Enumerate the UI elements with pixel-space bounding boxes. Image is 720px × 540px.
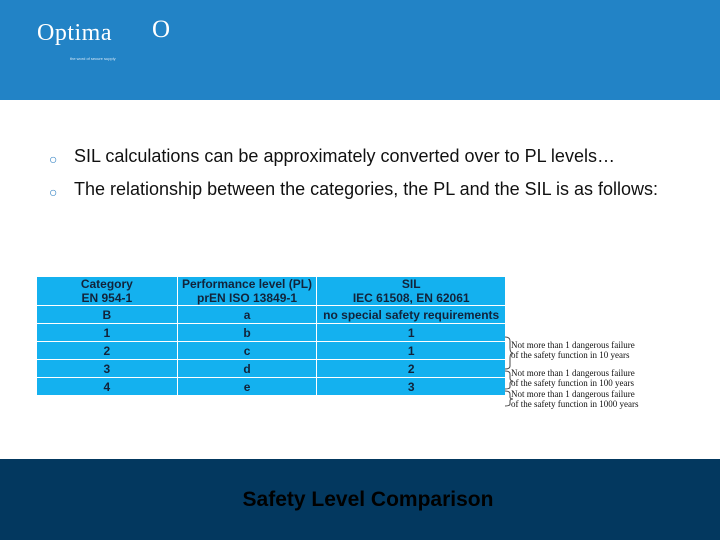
logo-text: Optima bbox=[37, 20, 112, 46]
note-10-years: Not more than 1 dangerous failure of the safety function in 10 years bbox=[511, 340, 635, 360]
table-header-row bbox=[37, 277, 506, 306]
header-bar bbox=[0, 0, 720, 100]
table-row bbox=[37, 342, 506, 360]
safety-level-table bbox=[36, 276, 506, 396]
pl-cell: d bbox=[177, 360, 317, 378]
category-cell: 4 bbox=[37, 378, 178, 396]
sil-cell: 3 bbox=[317, 378, 506, 396]
category-cell: 2 bbox=[37, 342, 178, 360]
note-100-years: Not more than 1 dangerous failure of the safety function in 100 years bbox=[511, 368, 635, 388]
logo-subtitle: the word of secure supply bbox=[70, 56, 116, 61]
category-cell: 3 bbox=[37, 360, 178, 378]
header-cell-pl: Performance level (PL) prEN ISO 13849-1 bbox=[177, 277, 317, 306]
pl-cell: e bbox=[177, 378, 317, 396]
sil-cell: 2 bbox=[317, 360, 506, 378]
bullet-ring-icon: ○ bbox=[49, 151, 58, 167]
bullet-list bbox=[48, 145, 678, 211]
table-row bbox=[37, 324, 506, 342]
pl-cell: b bbox=[177, 324, 317, 342]
table-row bbox=[37, 360, 506, 378]
bullet-ring-icon: ○ bbox=[49, 184, 58, 200]
header-cell-sil: SIL IEC 61508, EN 62061 bbox=[317, 277, 506, 306]
note-1000-years: Not more than 1 dangerous failure of the safety function in 1000 years bbox=[511, 389, 639, 409]
bullet-item bbox=[48, 145, 678, 168]
logo-mark: O bbox=[152, 16, 171, 43]
slide-title: Safety Level Comparison bbox=[242, 488, 494, 511]
category-cell: 1 bbox=[37, 324, 178, 342]
category-cell: B bbox=[37, 306, 178, 324]
bullet-item bbox=[48, 178, 678, 201]
sil-cell: no special safety requirements bbox=[317, 306, 506, 324]
bullet-text: SIL calculations can be approximately converted over to PL levels… bbox=[74, 146, 615, 166]
table-row bbox=[37, 306, 506, 324]
table-row bbox=[37, 378, 506, 396]
pl-cell: c bbox=[177, 342, 317, 360]
bullet-text: The relationship between the categories, the PL and the SIL is as follows: bbox=[74, 179, 659, 199]
pl-cell: a bbox=[177, 306, 317, 324]
sil-cell: 1 bbox=[317, 324, 506, 342]
header-cell-category: Category EN 954-1 bbox=[37, 277, 178, 306]
sil-cell: 1 bbox=[317, 342, 506, 360]
